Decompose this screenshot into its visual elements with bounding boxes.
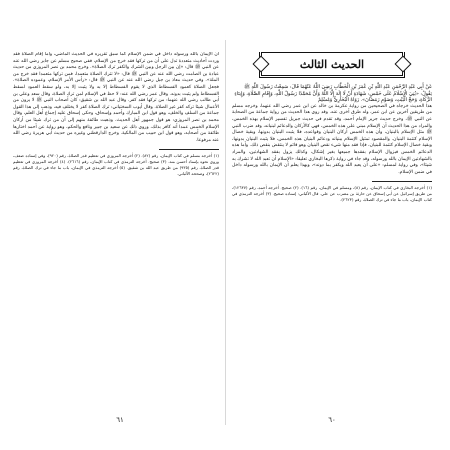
chapter-title: الحديث الثالث [299, 57, 365, 71]
chapter-title-frame [261, 52, 403, 76]
commentary-text: هذا الحديث خرجاه في الصحيحين من رواية عكرمة بن خالد عن ابن عمر رضي الله عنهما، وخرجه مسلم من طريقين آخرين عن ابن عمر، وله طرق أخرى عنه. وقد روي هذا الحديث من رواية جماعة من الصحابة عن النبي ﷺ، وخرج حديث جرير الإمام أحمد، وقد تقدم في حديث جبريل تفسير الإسلام بهذه الخمس، والمراد من هذا الحديث أن الإسلام مبني على هذه الخمس، فهي كالأركان والدعائم لبنيانه، وقد ضرب النبي ﷺ مثل الإسلام بالبنيان، وأن هذه الخمس أركان البنيان وقواعده، فلا يثبت البنيان بدونها، وبقية خصال الإسلام كتتمة البنيان. والمقصود تمثيل الإسلام ببنيانه ودعائم البنيان هذه الخمس، فلا يثبت البنيان بدونها، وبقية خصال الإسلام كتتمة للبنيان، فإذا فقد منها شيء نقص البنيان وهو قائم لا ينتقض بنقص ذلك. وأما هذه الدعائم الخمس فبزوال الإسلام بفقدها جميعها بغير إشكال، وكذلك يزول بفقد الشهادتين، والمراد بالشهادتين الإيمان بالله ورسوله، وقد جاء في رواية ذكرها البخاري تعليقا: «الإسلام أن تعبد الله لا تشرك به شيئا»، وفي رواية لمسلم: «على أن يعبد الله ويكفر بما دونه»، وبهذا يعلم أن الإيمان بالله ورسوله داخل في ضمن الإسلام. [232, 103, 432, 175]
page-number-left: ٦١ [116, 416, 124, 424]
footnotes: (١) أخرجه البخاري في كتاب الإيمان، رقم (٨)، ومسلم في الإيمان، رقم (١٦). (٢) صحيح. أخرجه أحمد، رقم (١٢٦٣٧)، من طريق إسرائيل عن أبي إسحاق عن حارثة بن مضرب عن علي. قال الألباني: إسناده صحيح. (٣) أخرجه الترمذي في كتاب الإيمان، باب ما جاء في ترك الصلاة، رقم (٢٦٢٣). [232, 185, 432, 202]
page-gutter [225, 40, 226, 425]
footnote-divider [159, 149, 219, 150]
left-page [13, 52, 219, 412]
right-page [232, 52, 432, 412]
page-number-right: ٦٠ [328, 416, 336, 424]
footnotes: (١) أخرجه مسلم في كتاب الإيمان، رقم (٨٢). (٢) أخرجه المروزي في تعظيم قدر الصلاة، رقم (٩٢٠)، وفي إسناده ضعف، وروي نحوه بإسناد أحسن منه. (٣) صحيح. أخرجه الترمذي في كتاب الإيمان، رقم (٢٦١٦). (٤) أخرجه المروزي في تعظيم قدر الصلاة، رقم (٩٣٥) من طريق عبد الله بن شقيق. (٥) أخرجه الترمذي في الإيمان، باب ما جاء في ترك الصلاة، رقم (٢٦٢٢)، وصححه الألباني. [13, 153, 219, 176]
hadith-text: عَنْ أَبِي عَبْدِ الرَّحْمَنِ عَبْدِ اللَّهِ بْنِ عُمَرَ بْنِ الْخَطَّابِ رَضِيَ اللَّهُ عَنْهُمَا قَالَ: سَمِعْتُ رَسُولَ اللَّهِ ﷺ يَقُولُ: «بُنِيَ الْإِسْلَامُ عَلَى خَمْسٍ: شَهَادَةِ أَنْ لَا إِلَهَ إِلَّا اللَّهُ وَأَنَّ مُحَمَّدًا رَسُولُ اللَّهِ، وَإِقَامِ الصَّلَاةِ، وَإِيتَاءِ الزَّكَاةِ، وَحَجِّ الْبَيْتِ، وَصَوْمِ رَمَضَانَ». رَوَاهُ الْبُخَارِيُّ وَمُسْلِمٌ [234, 84, 432, 104]
commentary-text: أن الإيمان بالله ورسوله داخل في ضمن الإسلام كما سبق تقريره في الحديث الماضي، وأما إقام الصلاة فقد وردت أحاديث متعددة تدل على أن من تركها فقد خرج من الإسلام، ففي صحيح مسلم عن جابر رضي الله عنه عن النبي ﷺ قال: «إن بين الرجل وبين الشرك والكفر ترك الصلاة». وخرج محمد بن نصر المروزي من حديث عبادة بن الصامت رضي الله عنه عن النبي ﷺ قال: «لا تترك الصلاة متعمدا، فمن تركها متعمدا فقد خرج من الملة». وفي حديث معاذ بن جبل رضي الله عنه عن النبي ﷺ قال: «رأس الأمر الإسلام، وعموده الصلاة». فجعل الصلاة كعمود الفسطاط الذي لا يقوم الفسطاط إلا به ولا يثبت إلا به، ولو سقط العمود لسقط الفسطاط ولم يثبت بدونه. وقال عمر رضي الله عنه: لا حظ في الإسلام لمن ترك الصلاة، وقال سعد وعلي بن أبي طالب رضي الله عنهما: من تركها فقد كفر. وقال عبد الله بن شقيق: كان أصحاب النبي ﷺ لا يرون من الأعمال شيئا تركه كفر غير الصلاة. وقال أيوب السختياني: ترك الصلاة كفر لا يختلف فيه، وذهب إلى هذا القول جماعة من السلف والخلف، وهو قول ابن المبارك وأحمد وإسحاق، وحكى إسحاق عليه إجماع أهل العلم، وقال محمد بن نصر المروزي: هو قول جمهور أهل الحديث. وذهبت طائفة منهم إلى أن من ترك شيئا من أركان الإسلام الخمس عمدا أنه كافر بذلك، وروي ذلك عن سعيد بن جبير ونافع والحكم، وهو رواية عن أحمد اختارها طائفة من أصحابه، وهو قول ابن حبيب من المالكية. وخرج الدارقطني وغيره من حديث أبي هريرة رضي الله عنه مرفوعا. [13, 52, 219, 143]
footnote-divider [372, 181, 432, 182]
